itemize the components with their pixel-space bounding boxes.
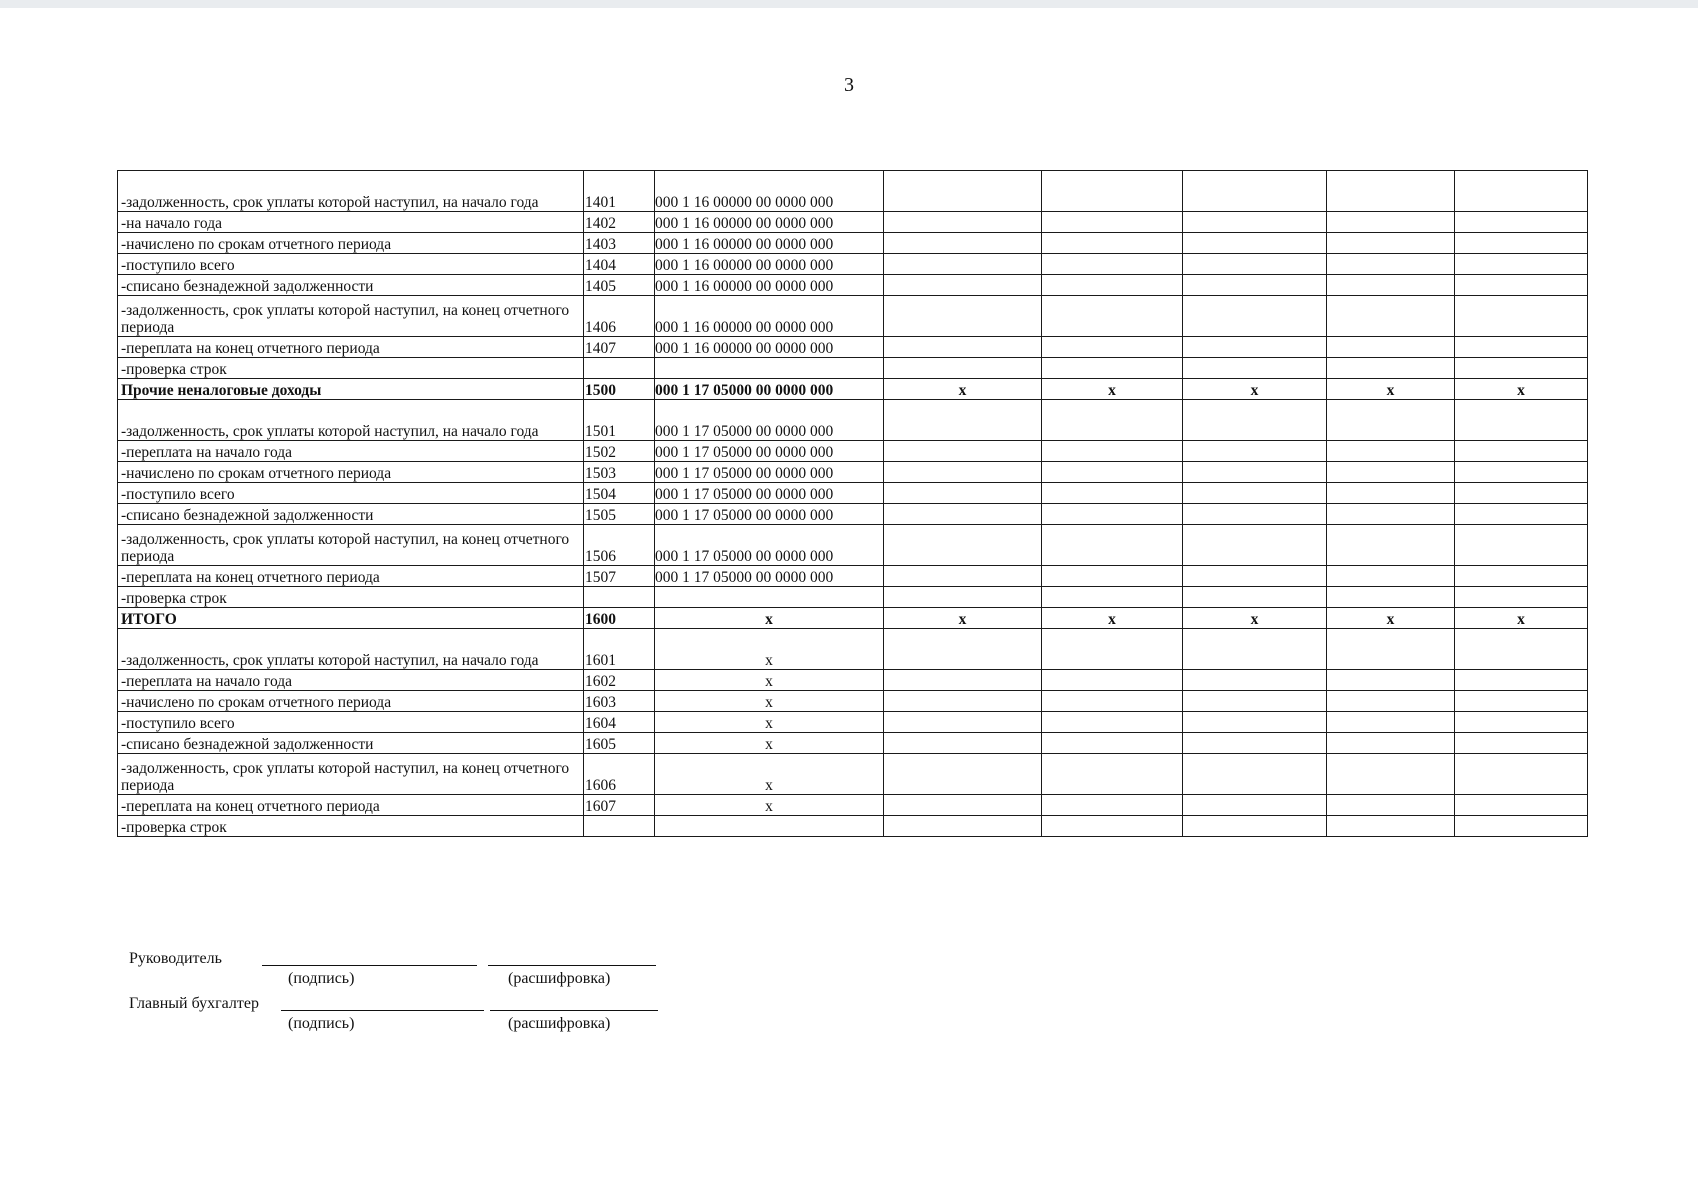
row-kbk: x [655, 754, 884, 795]
row-value-2[interactable]: x [1042, 379, 1183, 400]
row-value-3[interactable]: x [1183, 608, 1327, 629]
row-value-1[interactable] [884, 525, 1042, 566]
row-value-2[interactable] [1042, 400, 1183, 441]
table-row [118, 400, 1588, 441]
row-value-4[interactable] [1327, 171, 1455, 212]
row-value-1[interactable] [884, 483, 1042, 504]
row-value-4[interactable] [1327, 296, 1455, 337]
row-value-3[interactable] [1183, 337, 1327, 358]
row-value-1[interactable] [884, 816, 1042, 837]
row-value-5[interactable] [1455, 171, 1588, 212]
row-value-2[interactable] [1042, 337, 1183, 358]
row-value-2[interactable] [1042, 171, 1183, 212]
row-value-3[interactable] [1183, 483, 1327, 504]
head-signature-caption: (подпись) [288, 970, 355, 987]
row-value-2[interactable] [1042, 670, 1183, 691]
row-value-3[interactable] [1183, 233, 1327, 254]
table-row [118, 525, 1588, 566]
row-value-5[interactable] [1455, 504, 1588, 525]
row-code: 1502 [584, 441, 655, 462]
row-value-5[interactable] [1455, 670, 1588, 691]
accountant-label: Главный бухгалтер [129, 995, 259, 1012]
row-value-2[interactable] [1042, 212, 1183, 233]
row-name: -переплата на конец отчетного периода [118, 337, 584, 358]
row-name: -списано безнадежной задолженности [118, 275, 584, 296]
row-name: -поступило всего [118, 254, 584, 275]
row-name: -проверка строк [118, 816, 584, 837]
row-value-3[interactable] [1183, 504, 1327, 525]
table-row [118, 233, 1588, 254]
row-code [584, 816, 655, 837]
row-value-3[interactable] [1183, 733, 1327, 754]
row-value-5[interactable] [1455, 629, 1588, 670]
row-value-1[interactable] [884, 504, 1042, 525]
row-value-3[interactable] [1183, 795, 1327, 816]
row-value-1[interactable] [884, 712, 1042, 733]
row-value-5[interactable] [1455, 816, 1588, 837]
row-kbk: 000 1 17 05000 00 0000 000 [655, 400, 884, 441]
row-code: 1607 [584, 795, 655, 816]
row-value-1[interactable] [884, 691, 1042, 712]
row-code: 1405 [584, 275, 655, 296]
report-table [117, 170, 1588, 837]
row-value-4[interactable] [1327, 254, 1455, 275]
row-name: -задолженность, срок уплаты которой наступил, на начало года [118, 629, 584, 670]
row-value-5[interactable] [1455, 337, 1588, 358]
row-value-5[interactable] [1455, 441, 1588, 462]
row-code: 1600 [584, 608, 655, 629]
row-value-1[interactable] [884, 795, 1042, 816]
row-value-4[interactable] [1327, 504, 1455, 525]
row-value-5[interactable] [1455, 254, 1588, 275]
table-row [118, 504, 1588, 525]
table-row [118, 379, 1588, 400]
table-row [118, 816, 1588, 837]
row-kbk: 000 1 16 00000 00 0000 000 [655, 171, 884, 212]
row-value-2[interactable] [1042, 441, 1183, 462]
row-kbk [655, 358, 884, 379]
row-code: 1404 [584, 254, 655, 275]
row-code: 1603 [584, 691, 655, 712]
row-value-5[interactable] [1455, 754, 1588, 795]
row-value-2[interactable] [1042, 733, 1183, 754]
row-code: 1401 [584, 171, 655, 212]
row-value-2[interactable] [1042, 504, 1183, 525]
row-value-3[interactable] [1183, 358, 1327, 379]
row-name: -проверка строк [118, 587, 584, 608]
row-value-5[interactable]: x [1455, 379, 1588, 400]
row-value-1[interactable] [884, 254, 1042, 275]
row-name: -списано безнадежной задолженности [118, 504, 584, 525]
table-row [118, 670, 1588, 691]
row-value-3[interactable] [1183, 525, 1327, 566]
row-name: -задолженность, срок уплаты которой наступил, на конец отчетного периода [118, 525, 584, 566]
row-kbk: 000 1 16 00000 00 0000 000 [655, 254, 884, 275]
row-value-1[interactable] [884, 754, 1042, 795]
table-row [118, 212, 1588, 233]
row-value-5[interactable] [1455, 275, 1588, 296]
row-value-4[interactable] [1327, 525, 1455, 566]
row-value-3[interactable] [1183, 566, 1327, 587]
head-label: Руководитель [129, 950, 222, 967]
row-value-1[interactable]: x [884, 379, 1042, 400]
row-value-1[interactable] [884, 629, 1042, 670]
row-value-4[interactable] [1327, 441, 1455, 462]
row-code [584, 587, 655, 608]
row-value-4[interactable] [1327, 629, 1455, 670]
table-row [118, 733, 1588, 754]
row-name: -поступило всего [118, 712, 584, 733]
row-value-1[interactable] [884, 212, 1042, 233]
row-name: -задолженность, срок уплаты которой наступил, на конец отчетного периода [118, 296, 584, 337]
row-value-4[interactable]: x [1327, 608, 1455, 629]
row-value-3[interactable] [1183, 275, 1327, 296]
row-value-5[interactable]: x [1455, 608, 1588, 629]
row-code: 1505 [584, 504, 655, 525]
row-value-4[interactable] [1327, 670, 1455, 691]
row-value-4[interactable] [1327, 337, 1455, 358]
row-code: 1506 [584, 525, 655, 566]
row-kbk: 000 1 16 00000 00 0000 000 [655, 233, 884, 254]
row-code: 1606 [584, 754, 655, 795]
row-kbk [655, 816, 884, 837]
row-value-4[interactable] [1327, 816, 1455, 837]
row-code: 1501 [584, 400, 655, 441]
row-value-3[interactable]: x [1183, 379, 1327, 400]
row-code: 1605 [584, 733, 655, 754]
row-value-2[interactable] [1042, 358, 1183, 379]
row-name: -поступило всего [118, 483, 584, 504]
row-name: ИТОГО [118, 608, 584, 629]
row-value-1[interactable] [884, 566, 1042, 587]
row-name: Прочие неналоговые доходы [118, 379, 584, 400]
row-name: -переплата на конец отчетного периода [118, 795, 584, 816]
row-value-2[interactable] [1042, 233, 1183, 254]
table-row [118, 441, 1588, 462]
row-value-5[interactable] [1455, 233, 1588, 254]
row-name: -задолженность, срок уплаты которой наступил, на конец отчетного периода [118, 754, 584, 795]
row-value-3[interactable] [1183, 691, 1327, 712]
row-kbk: x [655, 629, 884, 670]
table-row [118, 629, 1588, 670]
row-value-5[interactable] [1455, 296, 1588, 337]
row-kbk: 000 1 17 05000 00 0000 000 [655, 525, 884, 566]
row-value-1[interactable] [884, 233, 1042, 254]
table-row [118, 608, 1588, 629]
row-kbk: 000 1 17 05000 00 0000 000 [655, 566, 884, 587]
row-value-3[interactable] [1183, 754, 1327, 795]
row-code: 1601 [584, 629, 655, 670]
row-kbk: 000 1 17 05000 00 0000 000 [655, 504, 884, 525]
row-value-3[interactable] [1183, 212, 1327, 233]
row-value-5[interactable] [1455, 483, 1588, 504]
table-row [118, 587, 1588, 608]
row-value-4[interactable]: x [1327, 379, 1455, 400]
row-value-5[interactable] [1455, 358, 1588, 379]
row-value-5[interactable] [1455, 712, 1588, 733]
row-code: 1402 [584, 212, 655, 233]
row-value-1[interactable] [884, 462, 1042, 483]
table-row [118, 691, 1588, 712]
row-value-1[interactable] [884, 733, 1042, 754]
row-value-3[interactable] [1183, 816, 1327, 837]
row-kbk: 000 1 16 00000 00 0000 000 [655, 212, 884, 233]
row-value-1[interactable] [884, 441, 1042, 462]
row-value-1[interactable] [884, 296, 1042, 337]
table-row [118, 483, 1588, 504]
accountant-signature-line[interactable] [281, 1010, 484, 1011]
accountant-decoding-line[interactable] [490, 1010, 658, 1011]
row-value-2[interactable] [1042, 712, 1183, 733]
row-value-4[interactable] [1327, 712, 1455, 733]
row-name: -проверка строк [118, 358, 584, 379]
row-kbk: x [655, 733, 884, 754]
row-code: 1403 [584, 233, 655, 254]
row-kbk: 000 1 17 05000 00 0000 000 [655, 379, 884, 400]
row-name: -задолженность, срок уплаты которой наступил, на начало года [118, 400, 584, 441]
scan-top-edge [0, 0, 1698, 8]
table-row [118, 337, 1588, 358]
row-kbk: x [655, 795, 884, 816]
row-value-4[interactable] [1327, 754, 1455, 795]
table-row [118, 712, 1588, 733]
row-value-2[interactable] [1042, 566, 1183, 587]
row-code: 1504 [584, 483, 655, 504]
row-value-5[interactable] [1455, 566, 1588, 587]
row-value-5[interactable] [1455, 212, 1588, 233]
row-code: 1407 [584, 337, 655, 358]
row-name: -списано безнадежной задолженности [118, 733, 584, 754]
row-value-4[interactable] [1327, 733, 1455, 754]
row-code [584, 358, 655, 379]
row-kbk: x [655, 712, 884, 733]
row-value-4[interactable] [1327, 358, 1455, 379]
row-value-4[interactable] [1327, 483, 1455, 504]
row-name: -переплата на конец отчетного периода [118, 566, 584, 587]
row-value-2[interactable] [1042, 587, 1183, 608]
row-value-2[interactable] [1042, 754, 1183, 795]
table-row [118, 171, 1588, 212]
row-value-3[interactable] [1183, 441, 1327, 462]
row-name: -задолженность, срок уплаты которой наступил, на начало года [118, 171, 584, 212]
row-value-2[interactable]: x [1042, 608, 1183, 629]
accountant-signature-caption: (подпись) [288, 1015, 355, 1032]
row-name: -на начало года [118, 212, 584, 233]
page-number: 3 [844, 74, 854, 96]
row-value-4[interactable] [1327, 691, 1455, 712]
row-name: -переплата на начало года [118, 670, 584, 691]
row-value-3[interactable] [1183, 629, 1327, 670]
table-row [118, 358, 1588, 379]
row-name: -начислено по срокам отчетного периода [118, 233, 584, 254]
row-kbk: 000 1 17 05000 00 0000 000 [655, 462, 884, 483]
head-signature-line[interactable] [262, 965, 477, 966]
row-kbk: 000 1 17 05000 00 0000 000 [655, 483, 884, 504]
row-kbk: x [655, 608, 884, 629]
row-kbk [655, 587, 884, 608]
row-value-3[interactable] [1183, 587, 1327, 608]
row-value-3[interactable] [1183, 171, 1327, 212]
row-name: -начислено по срокам отчетного периода [118, 691, 584, 712]
row-value-1[interactable] [884, 337, 1042, 358]
row-name: -переплата на начало года [118, 441, 584, 462]
row-code: 1604 [584, 712, 655, 733]
head-decoding-caption: (расшифровка) [508, 970, 611, 987]
accountant-decoding-caption: (расшифровка) [508, 1015, 611, 1032]
table-row [118, 795, 1588, 816]
row-kbk: 000 1 16 00000 00 0000 000 [655, 296, 884, 337]
row-value-5[interactable] [1455, 525, 1588, 566]
row-value-5[interactable] [1455, 462, 1588, 483]
row-code: 1406 [584, 296, 655, 337]
row-code: 1507 [584, 566, 655, 587]
row-value-2[interactable] [1042, 483, 1183, 504]
row-value-2[interactable] [1042, 795, 1183, 816]
row-kbk: 000 1 17 05000 00 0000 000 [655, 441, 884, 462]
row-value-4[interactable] [1327, 462, 1455, 483]
row-value-1[interactable] [884, 171, 1042, 212]
row-value-4[interactable] [1327, 275, 1455, 296]
row-value-1[interactable] [884, 358, 1042, 379]
row-kbk: 000 1 16 00000 00 0000 000 [655, 337, 884, 358]
row-value-1[interactable]: x [884, 608, 1042, 629]
row-value-4[interactable] [1327, 566, 1455, 587]
row-value-4[interactable] [1327, 795, 1455, 816]
table-row [118, 254, 1588, 275]
row-value-2[interactable] [1042, 254, 1183, 275]
row-kbk: x [655, 670, 884, 691]
row-value-3[interactable] [1183, 670, 1327, 691]
row-code: 1503 [584, 462, 655, 483]
row-value-1[interactable] [884, 670, 1042, 691]
row-name: -начислено по срокам отчетного периода [118, 462, 584, 483]
row-value-3[interactable] [1183, 254, 1327, 275]
row-value-5[interactable] [1455, 733, 1588, 754]
table-row [118, 462, 1588, 483]
table-row [118, 296, 1588, 337]
table-row [118, 275, 1588, 296]
report-table-body [118, 171, 1588, 837]
row-code: 1602 [584, 670, 655, 691]
head-decoding-line[interactable] [488, 965, 656, 966]
row-value-4[interactable] [1327, 233, 1455, 254]
row-code: 1500 [584, 379, 655, 400]
table-row [118, 566, 1588, 587]
row-kbk: 000 1 16 00000 00 0000 000 [655, 275, 884, 296]
table-row [118, 754, 1588, 795]
row-value-3[interactable] [1183, 400, 1327, 441]
row-value-5[interactable] [1455, 691, 1588, 712]
row-value-2[interactable] [1042, 816, 1183, 837]
row-value-2[interactable] [1042, 275, 1183, 296]
row-value-3[interactable] [1183, 296, 1327, 337]
row-value-2[interactable] [1042, 525, 1183, 566]
row-value-2[interactable] [1042, 296, 1183, 337]
row-value-5[interactable] [1455, 795, 1588, 816]
row-value-1[interactable] [884, 275, 1042, 296]
row-kbk: x [655, 691, 884, 712]
row-value-4[interactable] [1327, 587, 1455, 608]
row-value-3[interactable] [1183, 712, 1327, 733]
row-value-5[interactable] [1455, 400, 1588, 441]
row-value-2[interactable] [1042, 629, 1183, 670]
row-value-4[interactable] [1327, 212, 1455, 233]
row-value-1[interactable] [884, 587, 1042, 608]
row-value-1[interactable] [884, 400, 1042, 441]
row-value-5[interactable] [1455, 587, 1588, 608]
row-value-3[interactable] [1183, 462, 1327, 483]
row-value-2[interactable] [1042, 691, 1183, 712]
row-value-2[interactable] [1042, 462, 1183, 483]
row-value-4[interactable] [1327, 400, 1455, 441]
